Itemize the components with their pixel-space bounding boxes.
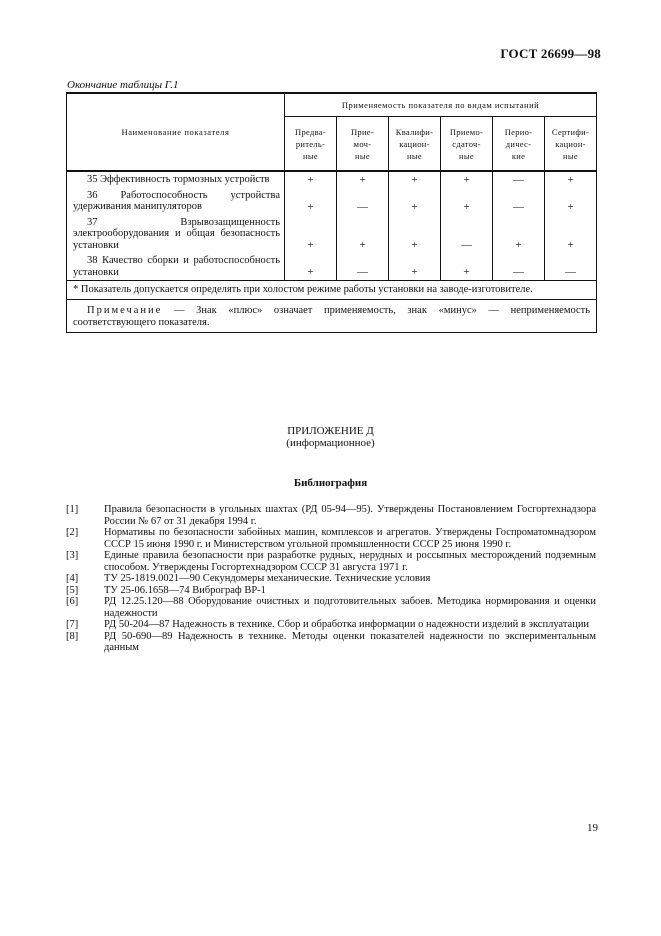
column-header-test-type xyxy=(493,117,545,171)
table-body xyxy=(67,171,597,281)
applicability-mark: + xyxy=(441,188,493,215)
column-header-line: Перио- xyxy=(504,126,533,137)
bibliography-item xyxy=(66,619,596,631)
applicability-mark: + xyxy=(285,171,337,188)
bibliography-list xyxy=(66,504,596,654)
applicability-mark: — xyxy=(545,253,597,281)
applicability-mark: + xyxy=(337,215,389,254)
applicability-mark: + xyxy=(441,171,493,188)
column-header-line: Сертифи- xyxy=(551,126,590,137)
bibliography-text: РД 50-690—89 Надежность в технике. Методы оценки показателей надежности по экспериментальным данным xyxy=(104,630,596,653)
bibliography-number: [2] xyxy=(66,527,79,538)
applicability-mark: — xyxy=(493,253,545,281)
table-row xyxy=(67,188,597,215)
applicability-mark: — xyxy=(441,215,493,254)
applicability-mark: + xyxy=(545,188,597,215)
column-group-header: Применяемость показателя по видам испытаний xyxy=(285,93,597,117)
applicability-mark: + xyxy=(389,253,441,281)
bibliography-number: [8] xyxy=(66,630,79,642)
applicability-mark: + xyxy=(389,171,441,188)
bibliography-text: ТУ 25-06.1658—74 Виброграф ВР-1 xyxy=(104,584,266,596)
bibliography-item xyxy=(66,596,596,619)
column-header-line: Предва- xyxy=(295,126,326,137)
applicability-mark: + xyxy=(441,253,493,281)
bibliography-number: [1] xyxy=(66,504,79,515)
column-header-line: Квалифи- xyxy=(395,126,434,137)
column-header-line: кие xyxy=(511,150,526,161)
bibliography-item xyxy=(66,585,596,597)
column-header-test-type xyxy=(337,117,389,171)
bibliography-text: Правила безопасности в угольных шахтах (РД 05-94—95). Утверждены Постановлением Госгортехнадзора России № 67 от 31 декабря 1994 г. xyxy=(104,504,596,527)
bibliography-item xyxy=(66,573,596,585)
note-label: Примечание xyxy=(87,305,163,316)
bibliography-item xyxy=(66,550,596,573)
note-text: — Знак «плюс» означает применяемость, знак «минус» — неприменяемость соответствующего показателя. xyxy=(73,305,591,328)
column-header-line: ные xyxy=(303,150,318,161)
indicator-name: 35 Эффективность тормозных устройств xyxy=(67,171,285,188)
applicability-mark: + xyxy=(389,188,441,215)
column-header-line: ные xyxy=(563,150,578,161)
bibliography-item xyxy=(66,504,596,527)
standard-header: ГОСТ 26699—98 xyxy=(500,46,601,61)
column-header-test-type xyxy=(389,117,441,171)
column-header-line: Приемо- xyxy=(449,126,484,137)
bibliography-number: [7] xyxy=(66,619,79,630)
column-header-line: ные xyxy=(355,150,370,161)
bibliography-item xyxy=(66,631,596,654)
bibliography-number: [3] xyxy=(66,550,79,561)
column-header-line: моч- xyxy=(353,138,372,149)
applicability-mark: + xyxy=(285,188,337,215)
bibliography-number: [5] xyxy=(66,584,79,596)
column-header-line: ные xyxy=(459,150,474,161)
column-header-line: кацион- xyxy=(399,138,430,149)
column-header-line: ритель- xyxy=(295,138,326,149)
column-header-indicator-name: Наименование показателя xyxy=(67,93,285,171)
bibliography-text: Единые правила безопасности при разработке рудных, нерудных и россыпных месторождений подземным способом. Утверждены Госгортехнадзором СССР 31 августа 1971 г. xyxy=(104,550,596,573)
column-header-line: ные xyxy=(407,150,422,161)
applicability-mark: + xyxy=(389,215,441,254)
column-header-test-type xyxy=(441,117,493,171)
table-note xyxy=(67,300,597,333)
applicability-mark: + xyxy=(337,171,389,188)
table-footnote: * Показатель допускается определять при холостом режиме работы установки на заводе-изготовителе. xyxy=(67,281,597,300)
indicator-name: 38 Качество сборки и работоспособность установки xyxy=(67,253,285,281)
table-row xyxy=(67,171,597,188)
table-row xyxy=(67,215,597,254)
column-header-line: кацион- xyxy=(555,138,586,149)
indicator-name: 37 Взрывозащищенность электрооборудования и общая безопасность установки xyxy=(67,215,285,254)
bibliography-text: Нормативы по безопасности забойных машин, комплексов и агрегатов. Утверждены Госпроматомнадзором СССР 15 июня 1990 г. и Министерством угольной промышленности СССР 25 июня 1990 г. xyxy=(104,527,596,550)
bibliography-title: Библиография xyxy=(293,477,368,489)
bibliography-text: РД 50-204—87 Надежность в технике. Сбор и обработка информации о надежности изделий в эксплуатации xyxy=(104,619,590,630)
applicability-mark: + xyxy=(545,215,597,254)
column-header-test-type xyxy=(545,117,597,171)
column-header-test-type xyxy=(285,117,337,171)
applicability-mark: — xyxy=(493,171,545,188)
page-number: 19 xyxy=(587,822,598,834)
applicability-mark: + xyxy=(545,171,597,188)
applicability-mark: + xyxy=(285,215,337,254)
bibliography-item xyxy=(66,527,596,550)
bibliography-number: [4] xyxy=(66,573,79,584)
table-caption: Окончание таблицы Г.1 xyxy=(67,79,179,91)
applicability-mark: — xyxy=(337,188,389,215)
appendix-title: ПРИЛОЖЕНИЕ Д xyxy=(287,425,374,437)
bibliography-number: [6] xyxy=(66,596,79,607)
bibliography-text: РД 12.25.120—88 Оборудование очистных и подготовительных забоев. Методика нормирования и оценки надежности xyxy=(104,596,596,619)
applicability-mark: + xyxy=(285,253,337,281)
applicability-table xyxy=(66,92,597,333)
applicability-mark: — xyxy=(337,253,389,281)
applicability-mark: + xyxy=(493,215,545,254)
column-header-line: Прие- xyxy=(350,126,375,137)
column-header-line: сдаточ- xyxy=(452,138,481,149)
table-row xyxy=(67,253,597,281)
indicator-name: 36 Работоспособность устройства удерживания манипуляторов xyxy=(67,188,285,215)
bibliography-text: ТУ 25-1819.0021—90 Секундомеры механические. Технические условия xyxy=(104,573,431,584)
applicability-mark: — xyxy=(493,188,545,215)
column-header-line: дичес- xyxy=(505,138,532,149)
appendix-subtitle: (информационное) xyxy=(286,437,375,449)
